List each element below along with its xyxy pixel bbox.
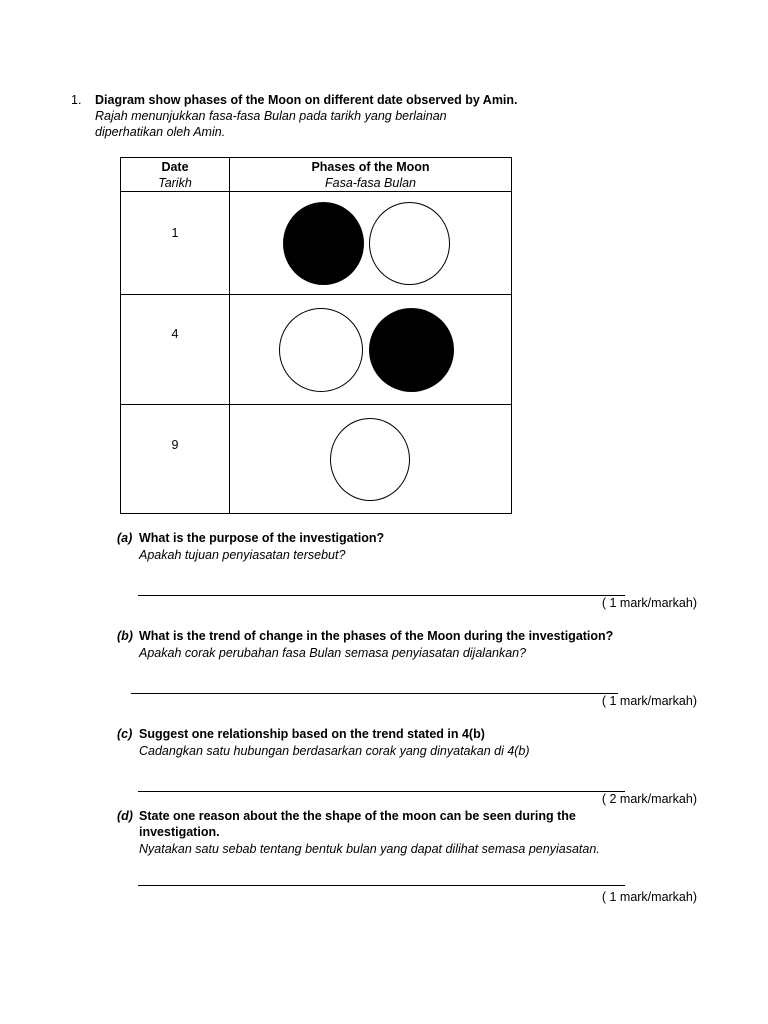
- marks-d: ( 1 mark/markah): [601, 890, 697, 904]
- header-date-my: Tarikh: [158, 175, 192, 190]
- moon-phase-circle: [279, 308, 363, 392]
- date-cell: [121, 192, 230, 295]
- header-phase-my: Fasa-fasa Bulan: [324, 175, 417, 190]
- question-title-en: Diagram show phases of the Moon on different date observed by Amin.: [95, 93, 518, 107]
- header-date-cell: [121, 158, 230, 192]
- subquestion-a-text-my: Apakah tujuan penyiasatan tersebut?: [139, 548, 346, 562]
- phase-cell: [230, 192, 512, 295]
- date-value: 9: [171, 438, 179, 452]
- subquestion-d-label: (d): [117, 809, 133, 823]
- date-cell: [121, 405, 230, 514]
- moon-phases-table: [120, 157, 512, 514]
- question-title-my-line2: diperhatikan oleh Amin.: [95, 125, 226, 139]
- subquestion-a-label: (a): [117, 531, 133, 545]
- header-phase-en: Phases of the Moon: [311, 159, 430, 174]
- subquestion-a-text-en: What is the purpose of the investigation?: [139, 531, 385, 545]
- answer-line-c[interactable]: [138, 791, 625, 792]
- table-row: [121, 405, 512, 514]
- date-value: 4: [171, 327, 179, 341]
- answer-line-d[interactable]: [138, 885, 625, 886]
- marks-a: ( 1 mark/markah): [601, 596, 697, 610]
- table-row: [121, 295, 512, 405]
- moon-phase-circle: [283, 202, 364, 285]
- phase-cell: [230, 295, 512, 405]
- answer-line-a[interactable]: [138, 595, 625, 596]
- marks-b: ( 1 mark/markah): [601, 694, 697, 708]
- answer-line-b[interactable]: [131, 693, 618, 694]
- table-row: [121, 192, 512, 295]
- table-header-row: [121, 158, 512, 192]
- moon-phase-circle: [369, 202, 450, 285]
- subquestion-c-text-en: Suggest one relationship based on the trend stated in 4(b): [139, 727, 485, 741]
- date-cell: [121, 295, 230, 405]
- moon-phase-circle: [330, 418, 410, 501]
- subquestion-d-text-en-line1: State one reason about the the shape of the moon can be seen during the: [139, 809, 576, 823]
- question-number: 1.: [71, 93, 82, 107]
- subquestion-b-label: (b): [117, 629, 133, 643]
- subquestion-c-label: (c): [117, 727, 133, 741]
- date-value: 1: [171, 226, 179, 240]
- subquestion-d-text-my: Nyatakan satu sebab tentang bentuk bulan yang dapat dilihat semasa penyiasatan.: [139, 842, 600, 856]
- marks-c: ( 2 mark/markah): [601, 792, 697, 806]
- header-phase-cell: [230, 158, 512, 192]
- subquestion-b-text-en: What is the trend of change in the phases of the Moon during the investigation?: [139, 629, 614, 643]
- moon-phase-circle: [369, 308, 454, 392]
- subquestion-b-text-my: Apakah corak perubahan fasa Bulan semasa penyiasatan dijalankan?: [139, 646, 527, 660]
- question-title-my-line1: Rajah menunjukkan fasa-fasa Bulan pada tarikh yang berlainan: [95, 109, 447, 123]
- phase-cell: [230, 405, 512, 514]
- subquestion-d-text-en-line2: investigation.: [139, 825, 220, 839]
- header-date-en: Date: [161, 159, 189, 174]
- subquestion-c-text-my: Cadangkan satu hubungan berdasarkan corak yang dinyatakan di 4(b): [139, 744, 530, 758]
